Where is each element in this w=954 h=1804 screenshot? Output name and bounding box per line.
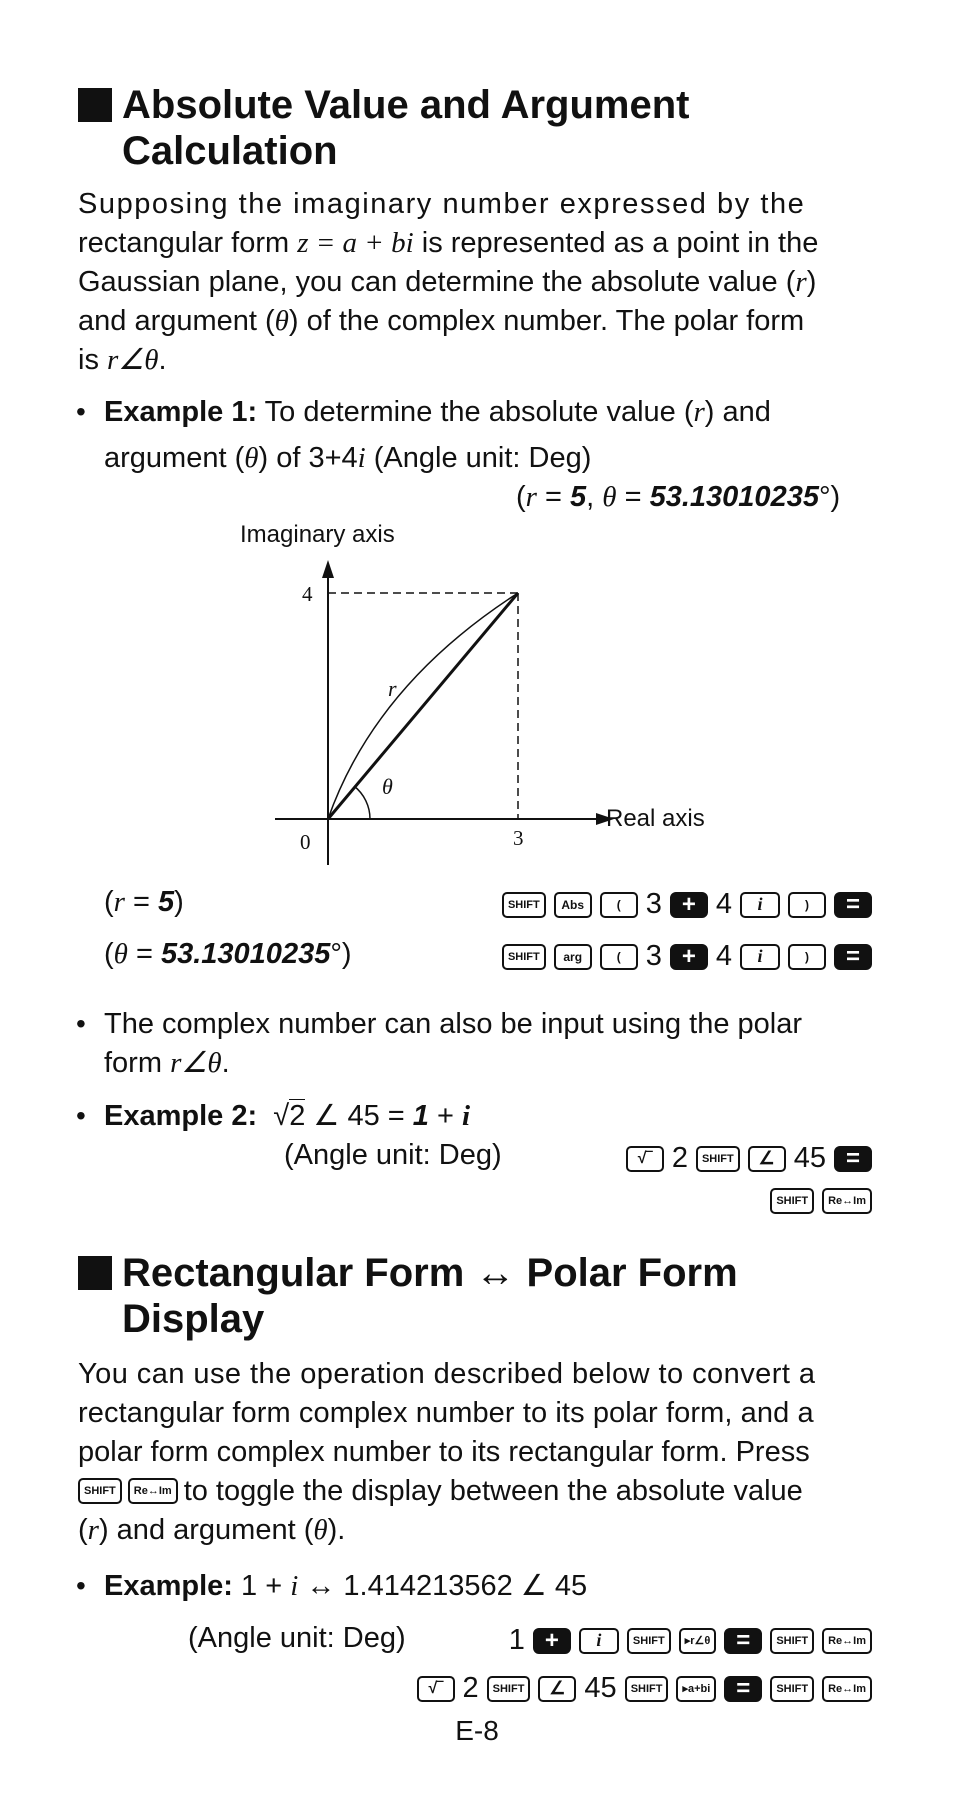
bullet: •: [76, 396, 86, 427]
angle-key[interactable]: ∠: [538, 1676, 576, 1702]
tick-x-label: 3: [513, 826, 524, 850]
re-im-key[interactable]: Re↔Im: [128, 1478, 178, 1504]
right-paren-key[interactable]: ): [788, 944, 826, 970]
imaginary-axis-arrow: [322, 560, 334, 578]
angle-key[interactable]: ∠: [748, 1146, 786, 1172]
imaginary-axis-label: Imaginary axis: [240, 521, 395, 548]
example2-line: Example 2: √2 ∠ 45 = 1 + i: [104, 1100, 471, 1132]
example1-line-2: argument (θ) of 3+4i (Angle unit: Deg): [104, 442, 592, 474]
digit-2: 2: [462, 1672, 479, 1704]
i-key[interactable]: i: [579, 1628, 619, 1654]
bullet: •: [76, 1570, 86, 1601]
bullet: •: [76, 1100, 86, 1131]
intro-line-5: is r∠θ.: [78, 344, 167, 376]
keystroke-seq-example3-a: [509, 1624, 872, 1657]
digit-2: 2: [671, 1142, 688, 1174]
example1-result: (r = 5, θ = 53.13010235°): [516, 481, 841, 513]
example1-line-1: Example 1: To determine the absolute value (r) and: [104, 396, 771, 428]
origin-label: 0: [300, 830, 311, 854]
intro-line-3: Gaussian plane, you can determine the absolute value (r): [78, 266, 817, 298]
note-line-2: form r∠θ.: [104, 1047, 230, 1079]
shift-key[interactable]: SHIFT: [502, 892, 546, 918]
shift-key[interactable]: SHIFT: [770, 1628, 814, 1654]
left-paren-key[interactable]: (: [600, 892, 638, 918]
bullet: •: [76, 1008, 86, 1039]
abs-key[interactable]: Abs: [554, 892, 592, 918]
shift-key[interactable]: SHIFT: [487, 1676, 531, 1702]
digit-4: 4: [715, 940, 732, 972]
arg-key[interactable]: arg: [554, 944, 592, 970]
r-label: r: [388, 676, 397, 701]
heading-line-1: Absolute Value and Argument: [122, 83, 690, 127]
keystroke-seq-example2-a: [626, 1142, 872, 1175]
to-polar-key[interactable]: ▸r∠θ: [679, 1628, 717, 1654]
example3-line: Example: 1 + i ↔ 1.414213562 ∠ 45: [104, 1570, 588, 1602]
left-paren-key[interactable]: (: [600, 944, 638, 970]
right-paren-key[interactable]: ): [788, 892, 826, 918]
shift-key[interactable]: SHIFT: [78, 1478, 122, 1504]
re-im-key[interactable]: Re↔Im: [822, 1628, 872, 1654]
digit-4: 4: [715, 888, 732, 920]
digit-3: 3: [645, 940, 662, 972]
section-heading-absolute-value: [122, 82, 689, 174]
i-key[interactable]: i: [740, 944, 780, 970]
complex-plane-diagram: [230, 520, 750, 870]
real-axis-label: Real axis: [606, 805, 705, 832]
equals-key[interactable]: =: [724, 1676, 762, 1702]
shift-key[interactable]: SHIFT: [696, 1146, 740, 1172]
plus-key[interactable]: +: [670, 944, 708, 970]
para2-line-3: polar form complex number to its rectangular form. Press: [78, 1436, 810, 1468]
sqrt-key[interactable]: √‾: [417, 1676, 455, 1702]
para2-line-2: rectangular form complex number to its polar form, and a: [78, 1397, 814, 1429]
plus-key[interactable]: +: [670, 892, 708, 918]
heading-square-icon: [78, 88, 112, 122]
heading-line-2: Display: [122, 1297, 265, 1341]
sqrt-key[interactable]: √‾: [626, 1146, 664, 1172]
digit-3: 3: [645, 888, 662, 920]
intro-line-4: and argument (θ) of the complex number. The polar form: [78, 305, 805, 337]
shift-key[interactable]: SHIFT: [625, 1676, 669, 1702]
keystroke-seq-abs: [502, 888, 872, 921]
page-number: E-8: [455, 1715, 499, 1746]
keystroke-seq-example3-b: [417, 1672, 873, 1705]
shift-key[interactable]: SHIFT: [502, 944, 546, 970]
example2-angle-unit: (Angle unit: Deg): [284, 1139, 502, 1171]
intro-line-2: rectangular form z = a + bi is represented as a point in the: [78, 227, 819, 259]
i-key[interactable]: i: [740, 892, 780, 918]
calc-theta-result: (θ = 53.13010235°): [104, 938, 352, 970]
heading-line-1: Rectangular Form ↔ Polar Form: [122, 1251, 738, 1295]
note-line-1: The complex number can also be input using the polar: [104, 1008, 803, 1040]
to-rect-key[interactable]: ▸a+bi: [676, 1676, 716, 1702]
equals-key[interactable]: =: [834, 1146, 872, 1172]
number-45: 45: [793, 1142, 826, 1174]
heading-line-2: Calculation: [122, 129, 338, 173]
shift-key[interactable]: SHIFT: [627, 1628, 671, 1654]
digit-1: 1: [508, 1624, 525, 1656]
equals-key[interactable]: =: [724, 1628, 762, 1654]
theta-label: θ: [382, 774, 393, 799]
vector-line: [328, 593, 518, 819]
shift-key[interactable]: SHIFT: [770, 1188, 814, 1214]
example3-angle-unit: (Angle unit: Deg): [188, 1622, 406, 1654]
re-im-key[interactable]: Re↔Im: [822, 1676, 872, 1702]
section-heading-rect-polar: [122, 1250, 738, 1342]
tick-y-label: 4: [302, 582, 313, 606]
re-im-key[interactable]: Re↔Im: [822, 1188, 872, 1214]
heading-square-icon: [78, 1256, 112, 1290]
plus-key[interactable]: +: [533, 1628, 571, 1654]
keystroke-seq-arg: [502, 940, 872, 973]
para2-line-5: (r) and argument (θ).: [78, 1514, 346, 1546]
theta-arc: [354, 786, 370, 819]
equals-key[interactable]: =: [834, 892, 872, 918]
para2-line-4: SHIFT Re↔Im to toggle the display between the absolute value: [78, 1473, 803, 1509]
para2-line-1: You can use the operation described below to convert a: [78, 1358, 816, 1390]
intro-line-1: Supposing the imaginary number expressed by the: [78, 188, 806, 220]
calc-r-result: (r = 5): [104, 886, 184, 918]
shift-key[interactable]: SHIFT: [770, 1676, 814, 1702]
equals-key[interactable]: =: [834, 944, 872, 970]
keystroke-seq-example2-b: [770, 1188, 872, 1214]
number-45: 45: [584, 1672, 617, 1704]
